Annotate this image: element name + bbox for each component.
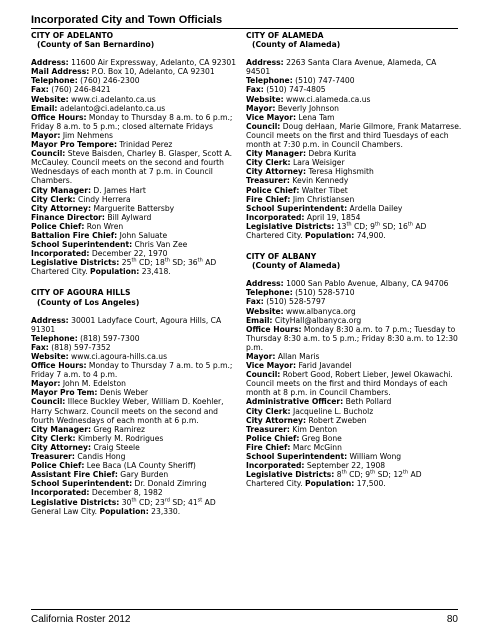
footer-roster-title: California Roster 2012 (31, 614, 131, 625)
info-line (31, 498, 239, 507)
field-value: 13th CD; 9th SD; 16th AD (334, 221, 427, 231)
field-value: Jim Nehmens (60, 130, 113, 140)
field-value: Denis Weber (97, 388, 149, 398)
info-line (31, 443, 239, 452)
info-line (246, 195, 462, 204)
field-label: Legislative Districts: (31, 258, 120, 268)
field-label: Incorporated: (246, 461, 305, 471)
info-line (246, 297, 462, 306)
info-line (246, 397, 462, 406)
field-label: Address: (31, 58, 69, 68)
field-label: City Attorney: (31, 203, 92, 213)
field-value: Lee Baca (LA County Sheriff) (84, 461, 196, 471)
info-line (246, 113, 462, 122)
info-line (246, 76, 462, 85)
field-label: Mayor Pro Tem: (31, 388, 98, 398)
field-label: Office Hours: (31, 361, 87, 371)
field-value: adelanto@ci.adelanto.ca.us (57, 103, 166, 113)
city-name: CITY OF ALAMEDA (246, 31, 324, 40)
info-line (246, 352, 462, 361)
field-label: Council: (246, 121, 281, 131)
field-value: General Law City. (31, 506, 98, 516)
field-label: City Attorney: (31, 442, 92, 452)
field-value: Kim Denton (289, 424, 338, 434)
info-line (246, 325, 462, 352)
field-value: Robert Zweben (306, 415, 367, 425)
field-value: Walter Tibet (299, 185, 348, 195)
field-value: D. James Hart (90, 185, 146, 195)
info-line (246, 479, 462, 488)
field-value: Lena Tam (296, 112, 335, 122)
field-label: Treasurer: (246, 424, 290, 434)
field-value: Chris Van Zee (132, 240, 188, 250)
field-value: Debra Kurita (305, 149, 357, 159)
field-label: Fax: (31, 342, 49, 352)
info-line (246, 316, 462, 325)
info-line (31, 343, 239, 352)
info-line (31, 222, 239, 231)
field-value: (510) 747-4805 (263, 85, 326, 95)
county-name: (County of Alameda) (252, 40, 341, 50)
info-line (246, 149, 462, 158)
field-value: Illece Buckley Weber, William D. Koehler, Harry Schwarz. Council meets on the second and fourth Wednesdays of each month at 6 p.m. (31, 397, 224, 425)
field-value: (510) 747-7400 (292, 76, 355, 86)
field-label: Email: (246, 315, 273, 325)
field-value: Trinidad Perez (117, 140, 173, 150)
city-entry (31, 31, 239, 276)
field-value: Steve Baisden, Charley B. Glasper, Scott A. McCauley. Council meets on the second and fourth Wednesdays of each month at 7 p.m. in Council Chambers. (31, 149, 233, 186)
field-label: Email: (31, 103, 58, 113)
field-label: Battalion Fire Chief: (31, 230, 118, 240)
field-label: Website: (31, 94, 69, 104)
field-label: Address: (31, 315, 69, 325)
info-line (246, 85, 462, 94)
info-line (246, 288, 462, 297)
field-value: December 22, 1970 (89, 249, 168, 259)
field-value: Jim Christiansen (290, 194, 355, 204)
field-value: John M. Edelston (60, 379, 126, 389)
field-label: Mayor: (31, 130, 61, 140)
info-line (246, 452, 462, 461)
field-value: (760) 246-2300 (77, 76, 140, 86)
ordinal-suffix: th (370, 469, 376, 476)
field-label: Legislative Districts: (31, 497, 120, 507)
field-label: School Superintendent: (246, 452, 348, 462)
field-label: City Clerk: (246, 406, 291, 416)
field-value: Allan Maris (275, 352, 320, 361)
field-label: Fax: (31, 85, 49, 95)
field-label: Mayor: (246, 103, 276, 113)
field-value: April 19, 1854 (304, 212, 361, 222)
info-line (246, 407, 462, 416)
field-value: Monday to Thursday 8 a.m. to 6 p.m.; Friday 8 a.m. to 5 p.m.; closed alternate Fridays (31, 112, 233, 131)
field-label: Fax: (246, 297, 264, 307)
field-label: City Clerk: (31, 194, 76, 204)
info-line (246, 58, 462, 76)
info-line (31, 140, 239, 149)
field-label: Fire Chief: (246, 442, 291, 452)
field-label: Mail Address: (31, 67, 90, 77)
population-label: Population: (90, 267, 140, 277)
info-line (31, 397, 239, 424)
info-line (246, 95, 462, 104)
county-name: (County of Alameda) (252, 261, 341, 271)
field-label: School Superintendent: (31, 479, 133, 489)
field-label: Police Chief: (246, 185, 300, 195)
info-line (246, 434, 462, 443)
field-value: Craig Steele (91, 442, 140, 452)
field-value: (760) 246-8421 (48, 85, 111, 95)
left-column (31, 31, 239, 528)
info-line (31, 104, 239, 113)
info-line (31, 58, 239, 67)
field-label: City Attorney: (246, 167, 307, 177)
info-line (31, 334, 239, 343)
field-value: Marc McGinn (290, 442, 342, 452)
field-label: Treasurer: (246, 176, 290, 186)
info-line (246, 104, 462, 113)
field-label: Telephone: (246, 288, 293, 298)
info-line (31, 95, 239, 104)
population-value: 74,900. (354, 230, 386, 240)
info-line (31, 267, 239, 276)
page-number: 80 (446, 614, 458, 625)
field-label: City Clerk: (31, 433, 76, 443)
field-value: www.ci.adelanto.ca.us (68, 94, 156, 104)
field-value: Chartered City. (246, 230, 303, 240)
field-label: Telephone: (31, 333, 78, 343)
info-line (31, 240, 239, 249)
city-name: CITY OF AGOURA HILLS (31, 288, 131, 298)
info-line (31, 479, 239, 488)
field-value: Kevin Kennedy (289, 176, 349, 186)
field-label: Vice Mayor: (246, 112, 297, 122)
field-value: 8th CD; 9th SD; 12th AD (334, 469, 422, 480)
ordinal-suffix: st (197, 496, 203, 503)
field-label: Police Chief: (246, 433, 300, 443)
page-title: Incorporated City and Town Officials (31, 14, 223, 26)
field-value: (818) 597-7352 (48, 342, 111, 352)
field-value: December 8, 1982 (89, 488, 163, 498)
population-label: Population: (99, 506, 149, 516)
field-value: (818) 597-7300 (77, 333, 140, 343)
ordinal-suffix: th (131, 257, 137, 264)
field-label: Address: (246, 279, 284, 289)
field-value: Farid Javandel (296, 361, 352, 371)
info-line (31, 379, 239, 388)
field-value: www.ci.alameda.ca.us (283, 94, 371, 104)
field-value: (510) 528-5797 (263, 297, 326, 307)
field-label: Council: (31, 397, 66, 407)
field-label: Office Hours: (31, 112, 87, 122)
field-value: 2263 Santa Clara Avenue, Alameda, CA 94501 (246, 58, 437, 77)
info-line (31, 76, 239, 85)
field-value: John Saluate (117, 230, 168, 240)
field-value: Cindy Herrera (75, 194, 131, 204)
population-label: Population: (305, 479, 355, 489)
city-entry (246, 31, 462, 240)
ordinal-suffix: th (164, 257, 170, 264)
field-label: Administrative Officer: (246, 397, 344, 407)
info-line (246, 231, 462, 240)
field-value: Beverly Johnson (275, 103, 339, 113)
field-label: Police Chief: (31, 221, 85, 231)
field-label: Legislative Districts: (246, 221, 335, 231)
field-value: 30th CD; 23rd SD; 41st AD (119, 496, 216, 507)
city-name: CITY OF ALBANY (246, 252, 317, 262)
info-line (31, 507, 239, 516)
field-value: 30001 Ladyface Court, Agoura Hills, CA 91301 (31, 315, 222, 334)
field-value: Teresa Highsmith (306, 167, 374, 177)
info-line (31, 388, 239, 397)
field-label: City Manager: (31, 424, 91, 434)
field-label: Assistant Fire Chief: (31, 470, 118, 480)
info-line (31, 149, 239, 185)
info-line (246, 167, 462, 176)
population-value: 23,418. (139, 267, 171, 277)
field-value: Monday to Thursday 7 a.m. to 5 p.m.; Friday 7 a.m. to 4 p.m. (31, 361, 233, 380)
info-line (31, 461, 239, 470)
field-label: Telephone: (246, 76, 293, 86)
info-line (246, 361, 462, 370)
info-line (31, 113, 239, 131)
info-line (31, 213, 239, 222)
field-value: Ardella Dailey (347, 203, 403, 213)
ordinal-suffix: th (374, 221, 381, 228)
field-label: Mayor Pro Tempore: (31, 140, 117, 150)
info-line (246, 425, 462, 434)
field-value: Candis Hong (74, 452, 126, 462)
field-value: Robert Good, Robert Lieber, Jewel Okawachi. Council meets on the first and third Mondays of each month at 8 p.m. in Council Chambers. (246, 370, 453, 398)
info-line (31, 85, 239, 94)
info-line (246, 279, 462, 288)
info-line (31, 131, 239, 140)
info-line (31, 195, 239, 204)
info-line (31, 67, 239, 76)
info-line (246, 461, 462, 470)
field-label: Police Chief: (31, 461, 85, 471)
field-label: Website: (246, 306, 284, 316)
ordinal-suffix: th (197, 257, 203, 264)
field-label: City Manager: (246, 149, 306, 159)
city-entry (246, 252, 462, 488)
field-value: September 22, 1908 (304, 461, 386, 471)
info-line (246, 186, 462, 195)
field-label: Address: (246, 58, 284, 68)
field-label: School Superintendent: (246, 203, 348, 213)
field-value: Bill Aylward (104, 212, 152, 222)
field-label: City Attorney: (246, 415, 307, 425)
field-value: Doug deHaan, Marie Gilmore, Frank Matarrese. Council meets on the first and third Tuesdays of each month at 7:30 p.m. in Council Chambers. (246, 121, 462, 150)
info-line (31, 186, 239, 195)
field-value: Monday 8:30 a.m. to 7 p.m.; Tuesday to Thursday 8:30 a.m. to 5 p.m.; Friday 8:30 a.m. to 12:30 p.m. (246, 324, 458, 352)
field-value: Ron Wren (84, 221, 124, 231)
population-value: 23,330. (148, 506, 181, 516)
field-label: Legislative Districts: (246, 470, 335, 480)
field-label: Council: (31, 149, 66, 159)
info-line (31, 231, 239, 240)
field-label: Fire Chief: (246, 194, 291, 204)
field-label: Council: (246, 370, 281, 380)
field-value: Jacqueline L. Bucholz (290, 406, 374, 416)
field-value: Gary Burden (117, 470, 169, 480)
city-name: CITY OF ADELANTO (31, 31, 114, 40)
field-value: P.O. Box 10, Adelanto, CA 92301 (89, 67, 215, 77)
field-label: Vice Mayor: (246, 361, 297, 371)
field-value: Kimberly M. Rodrigues (75, 433, 164, 443)
field-value: www.albanyca.org (283, 306, 356, 316)
field-label: Telephone: (31, 76, 78, 86)
field-value: Marguerite Battersby (91, 203, 175, 213)
ordinal-suffix: th (131, 496, 137, 503)
info-line (246, 416, 462, 425)
field-label: Treasurer: (31, 452, 75, 462)
info-line (246, 222, 462, 231)
field-label: Incorporated: (31, 249, 90, 259)
info-line (246, 470, 462, 479)
info-line (31, 434, 239, 443)
field-value: Greg Bone (299, 433, 342, 443)
info-line (31, 361, 239, 379)
header-rule (31, 28, 458, 29)
field-value: Chartered City. (31, 267, 88, 277)
info-line (31, 352, 239, 361)
field-value: 1000 San Pablo Avenue, Albany, CA 94706 (283, 279, 449, 289)
right-column (246, 31, 462, 500)
field-value: www.ci.agoura-hills.ca.us (68, 352, 168, 361)
field-label: Mayor: (31, 379, 61, 389)
field-label: Office Hours: (246, 324, 302, 334)
field-label: City Clerk: (246, 158, 291, 168)
field-value: CityHall@albanyca.org (272, 315, 362, 325)
field-label: School Superintendent: (31, 240, 133, 250)
county-name: (County of Los Angeles) (37, 297, 140, 307)
field-value: Beth Pollard (343, 397, 392, 407)
field-value: Lara Weisiger (290, 158, 345, 168)
info-line (31, 470, 239, 479)
field-label: Website: (246, 94, 284, 104)
field-label: Website: (31, 352, 69, 361)
info-line (246, 204, 462, 213)
ordinal-suffix: th (341, 469, 347, 476)
field-value: Dr. Donald Zimring (132, 479, 207, 489)
county-name: (County of San Bernardino) (37, 40, 155, 50)
field-value: Greg Ramirez (90, 424, 146, 434)
field-label: Incorporated: (31, 488, 90, 498)
info-line (246, 307, 462, 316)
footer-rule (31, 609, 458, 610)
field-label: City Manager: (31, 185, 91, 195)
field-value: 25th CD; 18th SD; 36th AD (119, 257, 217, 268)
field-label: Finance Director: (31, 212, 105, 222)
info-line (31, 316, 239, 334)
info-line (246, 443, 462, 452)
field-value: (510) 528-5710 (292, 288, 355, 298)
info-line (31, 204, 239, 213)
field-label: Fax: (246, 85, 264, 95)
info-line (246, 122, 462, 149)
info-line (246, 370, 462, 397)
info-line (246, 176, 462, 185)
info-line (31, 258, 239, 267)
field-label: Incorporated: (246, 212, 305, 222)
field-value: William Wong (347, 452, 402, 462)
city-entry (31, 288, 239, 515)
field-value: 11600 Air Expressway, Adelanto, CA 92301 (68, 58, 237, 68)
info-line (246, 213, 462, 222)
ordinal-suffix: rd (164, 496, 170, 503)
field-value: Chartered City. (246, 479, 303, 489)
info-line (31, 452, 239, 461)
ordinal-suffix: th (346, 221, 352, 228)
ordinal-suffix: th (407, 221, 413, 228)
info-line (246, 158, 462, 167)
population-label: Population: (305, 230, 355, 240)
field-label: Mayor: (246, 352, 276, 361)
ordinal-suffix: th (402, 469, 409, 476)
population-value: 17,500. (354, 479, 386, 489)
info-line (31, 425, 239, 434)
